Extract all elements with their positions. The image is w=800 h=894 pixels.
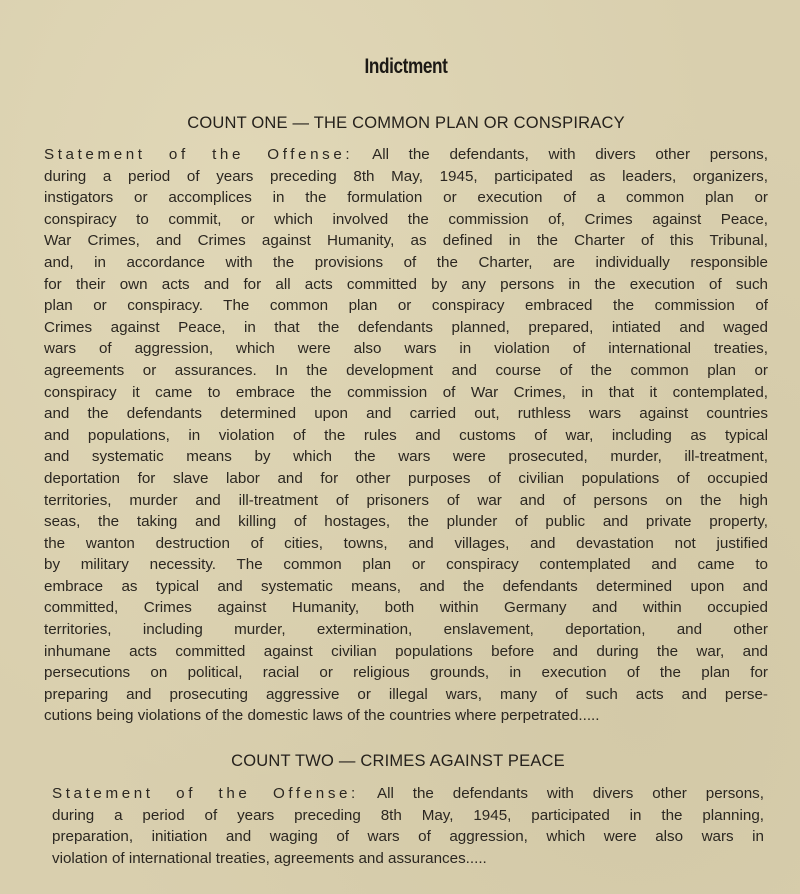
- text-line: for their own acts and for all acts committed by any persons in the execution of such: [44, 275, 768, 293]
- text-line: the wanton destruction of cities, towns, and villages, and devastation not justified: [44, 534, 768, 552]
- text-line: violation of international treaties, agreements and assurances.....: [52, 849, 487, 867]
- text-line: plan or conspiracy. The common plan or conspiracy embraced the commission of: [44, 297, 768, 315]
- text-line: cutions being violations of the domestic laws of the countries where perpetrated.....: [44, 707, 600, 725]
- text-line: persecutions on political, racial or religious grounds, in execution of the plan for: [44, 664, 768, 682]
- text-line: conspiracy it came to embrace the commission of War Crimes, in that it contemplated,: [44, 383, 768, 401]
- text-line: conspiracy to commit, or which involved the commission of, Crimes against Peace,: [44, 210, 768, 228]
- text-line: Statement of the Offense: All the defendants with divers other persons,: [52, 785, 764, 802]
- text-line: wars of aggression, which were also wars in violation of international treaties,: [44, 340, 768, 358]
- text-line: and systematic means by which the wars were prosecuted, murder, ill-treatment,: [44, 448, 768, 466]
- text-line: Statement of the Offense: All the defendants, with divers other persons,: [44, 146, 768, 163]
- count-one-statement: [44, 144, 768, 727]
- text-line: during a period of years preceding 8th May, 1945, participated as leaders, organizers,: [44, 167, 768, 185]
- text-line: and populations, in violation of the rules and customs of war, including as typical: [44, 426, 768, 444]
- text-line: territories, including murder, extermination, enslavement, deportation, and other: [44, 621, 768, 639]
- text-line: agreements or assurances. In the development and course of the common plan or: [44, 361, 768, 379]
- text-line: preparing and prosecuting aggressive or illegal wars, many of such acts and perse-: [44, 685, 768, 703]
- text-line: embrace as typical and systematic means, and the defendants determined upon and: [44, 577, 768, 595]
- count-two-statement: [52, 783, 764, 869]
- text-line: territories, murder and ill-treatment of prisoners of war and of persons on the high: [44, 491, 768, 509]
- text-line: deportation for slave labor and for other purposes of civilian populations of occupied: [44, 469, 768, 487]
- document-title: Indictment: [364, 55, 448, 78]
- text-line: seas, the taking and killing of hostages, the plunder of public and private property,: [44, 513, 768, 531]
- text-line: and, in accordance with the provisions of the Charter, are individually responsible: [44, 253, 768, 271]
- statement-lead: Statement of the Offense:: [44, 146, 354, 163]
- text-line: instigators or accomplices in the formulation or execution of a common plan or: [44, 189, 768, 207]
- count-two-heading: COUNT TWO — CRIMES AGAINST PEACE: [231, 752, 565, 770]
- text-line: inhumane acts committed against civilian populations before and during the war, and: [44, 642, 768, 660]
- text-line: and the defendants determined upon and carried out, ruthless wars against countries: [44, 405, 768, 423]
- text-line: War Crimes, and Crimes against Humanity, as defined in the Charter of this Tribunal,: [44, 232, 768, 250]
- text-line: Crimes against Peace, in that the defendants planned, prepared, intiated and waged: [44, 318, 768, 336]
- text-line: during a period of years preceding 8th May, 1945, participated in the planning,: [52, 806, 764, 824]
- text-line: committed, Crimes against Humanity, both within Germany and within occupied: [44, 599, 768, 617]
- statement-lead: Statement of the Offense:: [52, 785, 359, 802]
- text-line: by military necessity. The common plan or conspiracy contemplated and came to: [44, 556, 768, 574]
- count-one-heading: COUNT ONE — THE COMMON PLAN OR CONSPIRACY: [187, 114, 625, 132]
- text-line: preparation, initiation and waging of wars of aggression, which were also wars in: [52, 828, 764, 846]
